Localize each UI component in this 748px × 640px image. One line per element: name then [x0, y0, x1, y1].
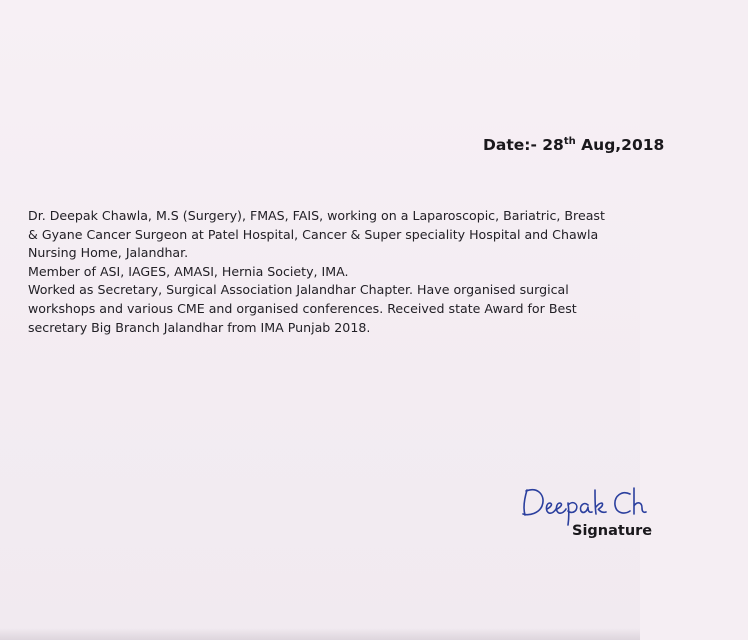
body-line: workshops and various CME and organised conferences. Received state Award for Best — [28, 300, 577, 316]
body-line: Dr. Deepak Chawla, M.S (Surgery), FMAS, FAIS, working on a Laparoscopic, Bariatric, Breast — [28, 208, 605, 223]
body-line: secretary Big Branch Jalandhar from IMA Punjab 2018. — [28, 319, 371, 335]
body-line: Nursing Home, Jalandhar. — [28, 245, 189, 261]
handwritten-signature — [518, 482, 648, 526]
body-line: Member of ASI, IAGES, AMASI, Hernia Society, IMA. — [28, 263, 349, 279]
letter-date: Date:- 28th Aug,2018 — [483, 136, 665, 154]
body-line: Worked as Secretary, Surgical Association Jalandhar Chapter. Have organised surgical — [28, 282, 569, 298]
scan-edge-shadow — [0, 628, 640, 640]
letter-body — [28, 207, 748, 337]
signature-label: Signature — [572, 523, 653, 539]
body-line: & Gyane Cancer Surgeon at Patel Hospital, Cancer & Super speciality Hospital and Chawla — [28, 226, 599, 242]
